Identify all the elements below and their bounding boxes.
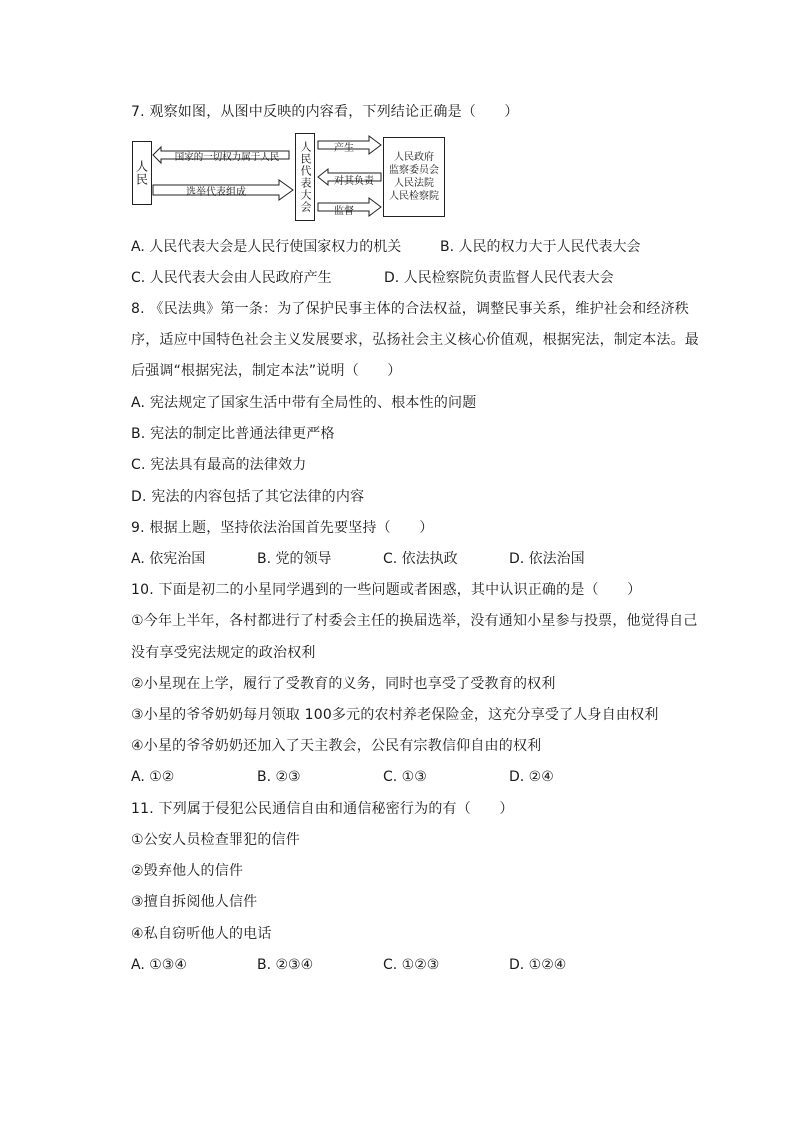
arrow-supervise-label: 监督: [334, 206, 354, 217]
q10-option-a: A. ①②: [131, 769, 175, 785]
q8-option-c: C. 宪法具有最高的法律效力: [131, 457, 307, 473]
q10-statement-1-line2: 没有享受宪法规定的政治权利: [131, 645, 316, 661]
q9-option-a: A. 依宪治国: [131, 551, 206, 567]
q11-option-c: C. ①②③: [383, 957, 440, 973]
q10-stem: 10. 下面是初二的小星同学遇到的一些问题或者困惑，其中认识正确的是（ ）: [131, 582, 642, 598]
q8-option-b: B. 宪法的制定比普通法律更严格: [131, 426, 335, 442]
q8-stem-line2: 序，适应中国特色社会主义发展要求，弘扬社会主义核心价值观，根据宪法，制定本法。最: [131, 332, 699, 348]
q11-statement-4: ④私自窃听他人的电话: [131, 926, 272, 942]
q9-option-d: D. 依法治国: [509, 551, 585, 567]
state-organs-box: [383, 137, 445, 217]
organ-government: 人民政府: [394, 152, 434, 163]
q8-stem-line1: 8. 《民法典》第一条：为了保护民事主体的合法权益，调整民事关系，维护社会和经济秩: [131, 301, 690, 317]
q10-option-b: B. ②③: [257, 769, 301, 785]
q7-stem: 7. 观察如图，从图中反映的内容看，下列结论正确是（ ）: [131, 104, 519, 120]
q11-option-d: D. ①②④: [509, 957, 567, 973]
q9-stem: 9. 根据上题，坚持依法治国首先要坚持（ ）: [131, 520, 434, 536]
q8-option-a: A. 宪法规定了国家生活中带有全局性的、根本性的问题: [131, 395, 477, 411]
q7-option-c: C. 人民代表大会由人民政府产生: [131, 270, 332, 286]
people-box: 人民: [132, 141, 152, 205]
q9-option-c: C. 依法执政: [383, 551, 458, 567]
arrow-election-label: 选举代表组成: [186, 187, 246, 198]
organ-court: 人民法院: [394, 178, 434, 189]
q11-option-a: A. ①③④: [131, 957, 187, 973]
q10-option-d: D. ②④: [509, 769, 554, 785]
organ-procuratorate: 人民检察院: [389, 191, 439, 202]
q11-statement-3: ③擅自拆阅他人信件: [131, 894, 258, 910]
q11-option-b: B. ②③④: [257, 957, 314, 973]
q7-option-b: B. 人民的权力大于人民代表大会: [440, 239, 641, 255]
q8-option-d: D. 宪法的内容包括了其它法律的内容: [131, 489, 365, 505]
q10-statement-3: ③小星的爷爷奶奶每月领取 100多元的农村养老保险金，这充分享受了人身自由权利: [131, 707, 659, 723]
q9-option-b: B. 党的领导: [257, 551, 332, 567]
q11-statement-1: ①公安人员检查罪犯的信件: [131, 832, 300, 848]
q7-diagram: [131, 133, 447, 223]
organ-supervision: 监察委员会: [389, 165, 439, 176]
q10-statement-2: ②小星现在上学，履行了受教育的义务，同时也享受了受教育的权利: [131, 676, 556, 692]
q11-statement-2: ②毁弃他人的信件: [131, 863, 244, 879]
q10-statement-1-line1: ①今年上半年，各村都进行了村委会主任的换届选举，没有通知小星参与投票，他觉得自己: [131, 613, 698, 629]
q7-option-d: D. 人民检察院负责监督人民代表大会: [384, 270, 614, 286]
arrow-responsible-label: 对其负责: [334, 176, 374, 187]
arrow-produce-label: 产生: [334, 143, 354, 154]
congress-box: 人民代表大会: [295, 133, 315, 221]
q11-stem: 11. 下列属于侵犯公民通信自由和通信秘密行为的有（ ）: [131, 801, 514, 817]
q7-option-a: A. 人民代表大会是人民行使国家权力的机关: [131, 239, 402, 255]
arrow-power-label: 国家的一切权力属于人民: [174, 152, 280, 163]
q10-option-c: C. ①③: [383, 769, 427, 785]
q10-statement-4: ④小星的爷爷奶奶还加入了天主教会，公民有宗教信仰自由的权利: [131, 738, 542, 754]
q8-stem-line3: 后强调“根据宪法，制定本法”说明（ ）: [131, 363, 402, 379]
